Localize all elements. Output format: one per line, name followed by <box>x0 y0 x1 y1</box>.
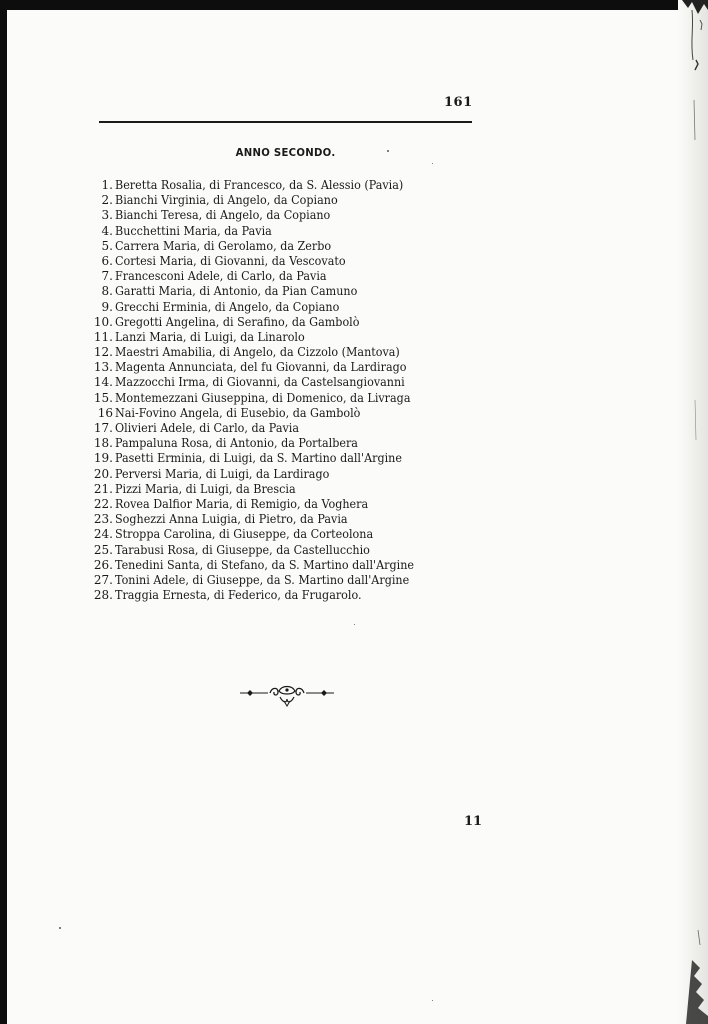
entry-text: Tenedini Santa, di Stefano, da S. Martino dall'Argine <box>115 557 415 572</box>
list-item <box>86 588 437 603</box>
entry-text: Pasetti Erminia, di Luigi, da S. Martino dall'Argine <box>115 451 402 466</box>
list-item <box>86 239 437 254</box>
list-item <box>86 360 437 375</box>
entry-text: Tonini Adele, di Giuseppe, da S. Martino dall'Argine <box>115 572 410 587</box>
entry-number: 27. <box>93 572 113 587</box>
entry-text: Francesconi Adele, di Carlo, da Pavia <box>115 269 327 284</box>
signature-mark: 11 <box>464 814 483 829</box>
list-item <box>86 254 437 269</box>
list-item <box>86 467 437 482</box>
list-item <box>86 284 437 299</box>
list-item <box>86 224 437 239</box>
entry-number: 11. <box>93 329 113 344</box>
entry-number: 5. <box>101 238 113 253</box>
list-item <box>86 345 437 360</box>
list-item <box>86 573 437 588</box>
scan-top-border <box>0 0 708 10</box>
ink-speck <box>59 927 61 929</box>
entry-text: Beretta Rosalia, di Francesco, da S. Alessio (Pavia) <box>115 178 404 192</box>
list-item <box>86 193 437 208</box>
entry-text: Grecchi Erminia, di Angelo, da Copiano <box>115 299 340 314</box>
entry-text: Mazzocchi Irma, di Giovanni, da Castelsangiovanni <box>115 375 405 390</box>
section-heading: ANNO SECONDO. <box>235 146 336 159</box>
entry-number: 8. <box>101 284 113 299</box>
list-item <box>86 315 437 330</box>
header-rule <box>99 121 472 123</box>
entry-text: Bucchettini Maria, da Pavia <box>115 223 272 238</box>
list-item <box>86 512 437 527</box>
entry-number: 18. <box>93 436 113 451</box>
entry-number: 9. <box>101 299 113 314</box>
list-item <box>86 208 437 223</box>
list-item <box>86 436 437 451</box>
entry-text: Perversi Maria, di Luigi, da Lardirago <box>115 466 330 481</box>
entry-text: Magenta Annunciata, del fu Giovanni, da Lardirago <box>115 360 407 375</box>
entry-number: 10. <box>93 314 113 329</box>
entry-number: 1. <box>101 178 113 192</box>
fleuron-ornament-icon <box>240 683 334 711</box>
entry-number: 6. <box>101 253 113 268</box>
entry-number: 2. <box>101 193 113 208</box>
entry-text: Gregotti Angelina, di Serafino, da Gambolò <box>115 314 360 329</box>
entry-text: Bianchi Teresa, di Angelo, da Copiano <box>115 208 331 223</box>
list-item <box>86 300 437 315</box>
student-list <box>86 178 437 603</box>
entry-number: 26. <box>93 557 113 572</box>
entry-number: 22. <box>93 496 113 511</box>
list-item <box>86 391 437 406</box>
list-item <box>86 269 437 284</box>
entry-number: 21. <box>93 481 113 496</box>
entry-number: 3. <box>101 208 113 223</box>
page-binding-edge <box>678 0 708 1024</box>
entry-number: 12. <box>93 345 113 360</box>
entry-text: Pampaluna Rosa, di Antonio, da Portalbera <box>115 436 358 451</box>
list-item <box>86 406 437 421</box>
ink-speck <box>432 1000 433 1001</box>
entry-number: 20. <box>93 466 113 481</box>
entry-number: 14. <box>93 375 113 390</box>
entry-text: Maestri Amabilia, di Angelo, da Cizzolo (Mantova) <box>115 345 400 360</box>
entry-text: Garatti Maria, di Antonio, da Pian Camuno <box>115 284 358 299</box>
entry-text: Montemezzani Giuseppina, di Domenico, da Livraga <box>115 390 411 405</box>
entry-text: Traggia Ernesta, di Federico, da Frugarolo. <box>115 588 362 603</box>
entry-number: 7. <box>101 269 113 284</box>
entry-text: Olivieri Adele, di Carlo, da Pavia <box>115 421 300 435</box>
entry-number: 25. <box>93 542 113 557</box>
entry-number: 4. <box>101 223 113 238</box>
entry-text: Soghezzi Anna Luigia, di Pietro, da Pavia <box>115 512 348 527</box>
list-item <box>86 178 437 193</box>
entry-text: Carrera Maria, di Gerolamo, da Zerbo <box>115 238 332 253</box>
scan-left-border <box>0 0 7 1024</box>
list-item <box>86 543 437 558</box>
list-item <box>86 527 437 542</box>
entry-text: Stroppa Carolina, di Giuseppe, da Corteolona <box>115 527 374 542</box>
entry-number: 19. <box>93 451 113 466</box>
list-item <box>86 451 437 466</box>
entry-number: 15. <box>93 390 113 405</box>
list-item <box>86 375 437 390</box>
entry-number: 24. <box>93 527 113 542</box>
list-item <box>86 330 437 345</box>
entry-number: 13. <box>93 360 113 375</box>
entry-text: Bianchi Virginia, di Angelo, da Copiano <box>115 193 338 208</box>
entry-number: 28. <box>93 588 113 603</box>
ink-speck <box>432 163 433 164</box>
entry-number: 16 <box>97 405 113 420</box>
list-item <box>86 482 437 497</box>
ink-speck <box>387 150 389 152</box>
entry-text: Nai-Fovino Angela, di Eusebio, da Gambolò <box>115 405 361 420</box>
list-item <box>86 497 437 512</box>
entry-number: 17. <box>93 421 113 435</box>
binding-texture <box>678 0 708 1024</box>
ink-speck <box>354 624 355 625</box>
page-number: 161 <box>444 95 473 110</box>
entry-text: Tarabusi Rosa, di Giuseppe, da Castellucchio <box>115 542 370 557</box>
entry-text: Rovea Dalfior Maria, di Remigio, da Voghera <box>115 496 369 511</box>
entry-text: Pizzi Maria, di Luigi, da Brescia <box>115 481 296 496</box>
list-item <box>86 421 437 436</box>
entry-number: 23. <box>93 512 113 527</box>
entry-text: Lanzi Maria, di Luigi, da Linarolo <box>115 329 305 344</box>
list-item <box>86 558 437 573</box>
entry-text: Cortesi Maria, di Giovanni, da Vescovato <box>115 253 346 268</box>
